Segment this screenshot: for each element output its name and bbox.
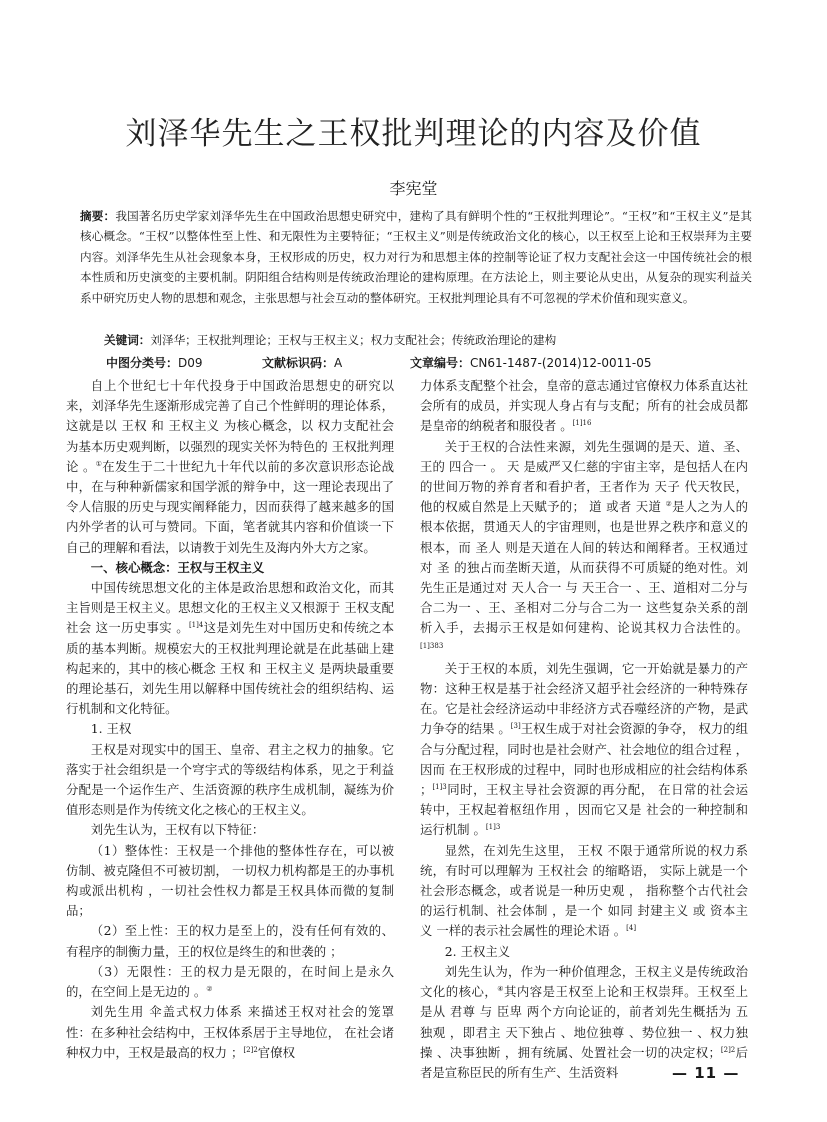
- citation-ref: [1]3: [432, 782, 447, 791]
- citation-ref: [1]3: [485, 823, 501, 832]
- author-name: 李宪堂: [389, 179, 438, 198]
- footnote-ref: ①: [95, 459, 103, 468]
- subsection-heading: 2. 王权主义: [444, 943, 511, 959]
- paragraph: （3）无限性：王的权力是无限的，在时间上是永久的，在空间上是无边的 。②: [66, 963, 394, 1000]
- citation-ref: [4]: [626, 924, 637, 933]
- citation-ref: [2]2: [720, 1045, 736, 1054]
- paragraph: 王权是对现实中的国王、皇帝、君主之权力的抽象。它落实于社会组织是一个穹宇式的等级结构体系，见之于利益分配是一个运作生产、生活资源的秩序生成机制，凝练为价值形态则是作为传统文化之核心的王权主义。: [66, 741, 394, 818]
- subsection-heading: 1. 王权: [90, 721, 132, 737]
- citation-ref: [2]2: [243, 1045, 258, 1054]
- section-heading: 一、核心概念：王权与王权主义: [90, 559, 265, 575]
- paragraph: 关于王权的合法性来源，刘先生强调的是天、道、圣、王的 四合一 。 天 是威严又仁慈的宇宙主宰，是包括人在内的世间万物的养育者和看护者，王者作为 天子 代天牧民，他的权威自然是上天赋予的； 道 或者 天道 ②是人之为人的根本依据，贯通天人的宇宙理则，也是世界之秩序和意义的根本，而 圣人 则是天道在人间的转达和阐释者。王权通过对 圣 的独占而垄断天道，从而获得不可质疑的绝对性。刘先生正是通过对 天人合一 与 天王合一 、王、道相对二分与合二为一 、王、圣相对二分与合二为一 这些复杂关系的剖析入手，去揭示王权是如何建构、论说其权力合法性的。$^{[1]383}$: [420, 438, 748, 650]
- keywords-label: 关键词：: [104, 333, 151, 347]
- article-number-value: CN61-1487-(2014)12-0011-05: [470, 356, 652, 370]
- clc-value: D09: [178, 356, 203, 370]
- paragraph: 关于王权的本质，刘先生强调，它一开始就是暴力的产物：这种王权是基于社会经济又超乎社会经济的一种特殊存在。它是社会经济运动中非经济方式吞噬经济的产物，是武力争夺的结果 。[3]王权生成于对社会资源的争夺， 权力的组合与分配过程，同时也是社会财产、社会地位的组合过程 ，因而 在王权形成的过程中，同时也形成相应的社会结构体系 ；$^{[1]3}$同时，王权主导社会资源的再分配， 在日常的社会运转中，王权起着枢纽作用 ，因而它又是 社会的一种控制和运行机制 。$^{[1]3}$: [420, 660, 748, 838]
- paragraph: 中国传统思想文化的主体是政治思想和政治文化，而其主旨则是王权主义。思想文化的王权主义又根源于 王权支配社会 这一历史事实 。$^{[1]4}$这是刘先生对中国历史和传统之本质的基本判断。规模宏大的王权批判理论就是在此基础上建构起来的，其中的核心概念 王权 和 王权主义 是两块最重要的理论基石，刘先生用以解释中国传统社会的组织结构、运行机制和文化特征。: [66, 580, 394, 717]
- doc-code-value: A: [334, 356, 343, 370]
- paragraph: （2）至上性：王的权力是至上的，没有任何有效的、有程序的制衡力量，王的权位是终生的和世袭的 ；: [66, 923, 394, 959]
- citation-ref: [3]: [510, 722, 521, 731]
- right-column: [420, 376, 748, 1083]
- paragraph: （1）整体性：王权是一个排他的整体性存在，可以被仿制、被克隆但不可被切割， 一切权力机构都是王的办事机构或派出机构 ，一切社会性权力都是王权具体而微的复制品；: [66, 842, 394, 919]
- paragraph: 力体系支配整个社会，皇帝的意志通过官僚权力体系直达社会所有的成员，并实现人身占有与支配；所有的社会成员都是皇帝的纳税者和服役者 。$^{[1]16}$: [420, 378, 748, 434]
- paragraph: 自上个世纪七十年代投身于中国政治思想史的研究以来，刘泽华先生逐渐形成完善了自己个性鲜明的理论体系，这就是以 王权 和 王权主义 为核心概念，以 权力支配社会 为基本历史观判断，以强烈的现实关怀为特色的 王权批判理论 。①在发生于二十世纪九十年代以前的多次意识形态论战中，在与种种新儒家和国学派的辩争中，这一理论表现出了令人信服的历史与现实阐释能力，因而获得了越来越多的国内外学者的认可与赞同。下面，笔者就其内容和价值谈一下自己的理解和看法，以请教于刘先生及海内外大方之家。: [66, 378, 395, 555]
- page-number: — 11 —: [672, 1064, 740, 1082]
- citation-ref: [1]16: [572, 419, 592, 428]
- abstract-text: 我国著名历史学家刘泽华先生在中国政治思想史研究中，建构了具有鲜明个性的“王权批判理论”。“王权”和“王权主义”是其核心概念。“王权”以整体性至上性、和无限性为主要特征；“王权主义”则是传统政治文化的核心，以王权至上论和王权崇拜为主要内容。刘泽华先生从社会现象本身，王权形成的历史，权力对行为和思想主体的控制等论证了权力支配社会这一中国传统社会的根本性质和历史演变的主要机制。阴阳组合结构则是传统政治理论的建构原理。在方法论上，则主要论从史出，从复杂的现实利益关系中研究历史人物的思想和观念，主张思想与社会互动的整体研究。王权批判理论具有不可忽视的学术价值和现实意义。: [80, 209, 752, 305]
- footnote-ref: ②: [206, 984, 213, 993]
- doc-code-label: 文献标识码：: [262, 356, 335, 370]
- abstract-label: 摘要：: [80, 209, 116, 223]
- keywords-text: 刘泽华；王权批判理论；王权与王权主义；权力支配社会；传统政治理论的建构: [150, 333, 557, 347]
- paragraph: 刘先生认为，王权有以下特征：: [90, 822, 265, 838]
- keywords: [104, 330, 754, 350]
- paragraph: 刘先生用 伞盖式权力体系 来描述王权对社会的笼罩性：在多种社会结构中，王权体系居于主导地位， 在社会诸种权力中，王权是最高的权力 ；$^{[2]2}$官僚权: [66, 1004, 394, 1060]
- article-number-label: 文章编号：: [410, 356, 471, 370]
- clc-label: 中图分类号：: [106, 356, 179, 370]
- paragraph: 显然，在刘先生这里， 王权 不限于通常所说的权力系统，有时可以理解为 王权社会 的缩略语， 实际上就是一个社会形态概念，或者说是一种历史观 ， 指称整个古代社会的运行机制、社会体制 ，是一个 如同 封建主义 或 资本主义 一样的表示社会属性的理论术语 。[4]: [420, 842, 748, 939]
- citation-ref: [1]4: [188, 621, 204, 630]
- left-column: [66, 376, 394, 1063]
- paragraph: 刘先生认为，作为一种价值理念，王权主义是传统政治文化的核心，④其内容是王权至上论和王权崇拜。王权至上是从 君尊 与 臣卑 两个方向论证的，前者刘先生概括为 五独观 ，即君主 天下独占 、地位独尊 、势位独一 、权力独操 、决事独断 ，拥有统属、处置社会一切的决定权；$^{[2]2}$后者是宣称臣民的所有生产、生活资料: [420, 963, 749, 1080]
- article-identifiers: [106, 353, 746, 373]
- abstract: [80, 206, 752, 308]
- article-title: 刘泽华先生之王权批判理论的内容及价值: [125, 116, 702, 152]
- footnote-ref: ④: [497, 984, 504, 993]
- footnote-ref: ②: [665, 500, 673, 509]
- citation-ref: [1]383: [420, 641, 444, 650]
